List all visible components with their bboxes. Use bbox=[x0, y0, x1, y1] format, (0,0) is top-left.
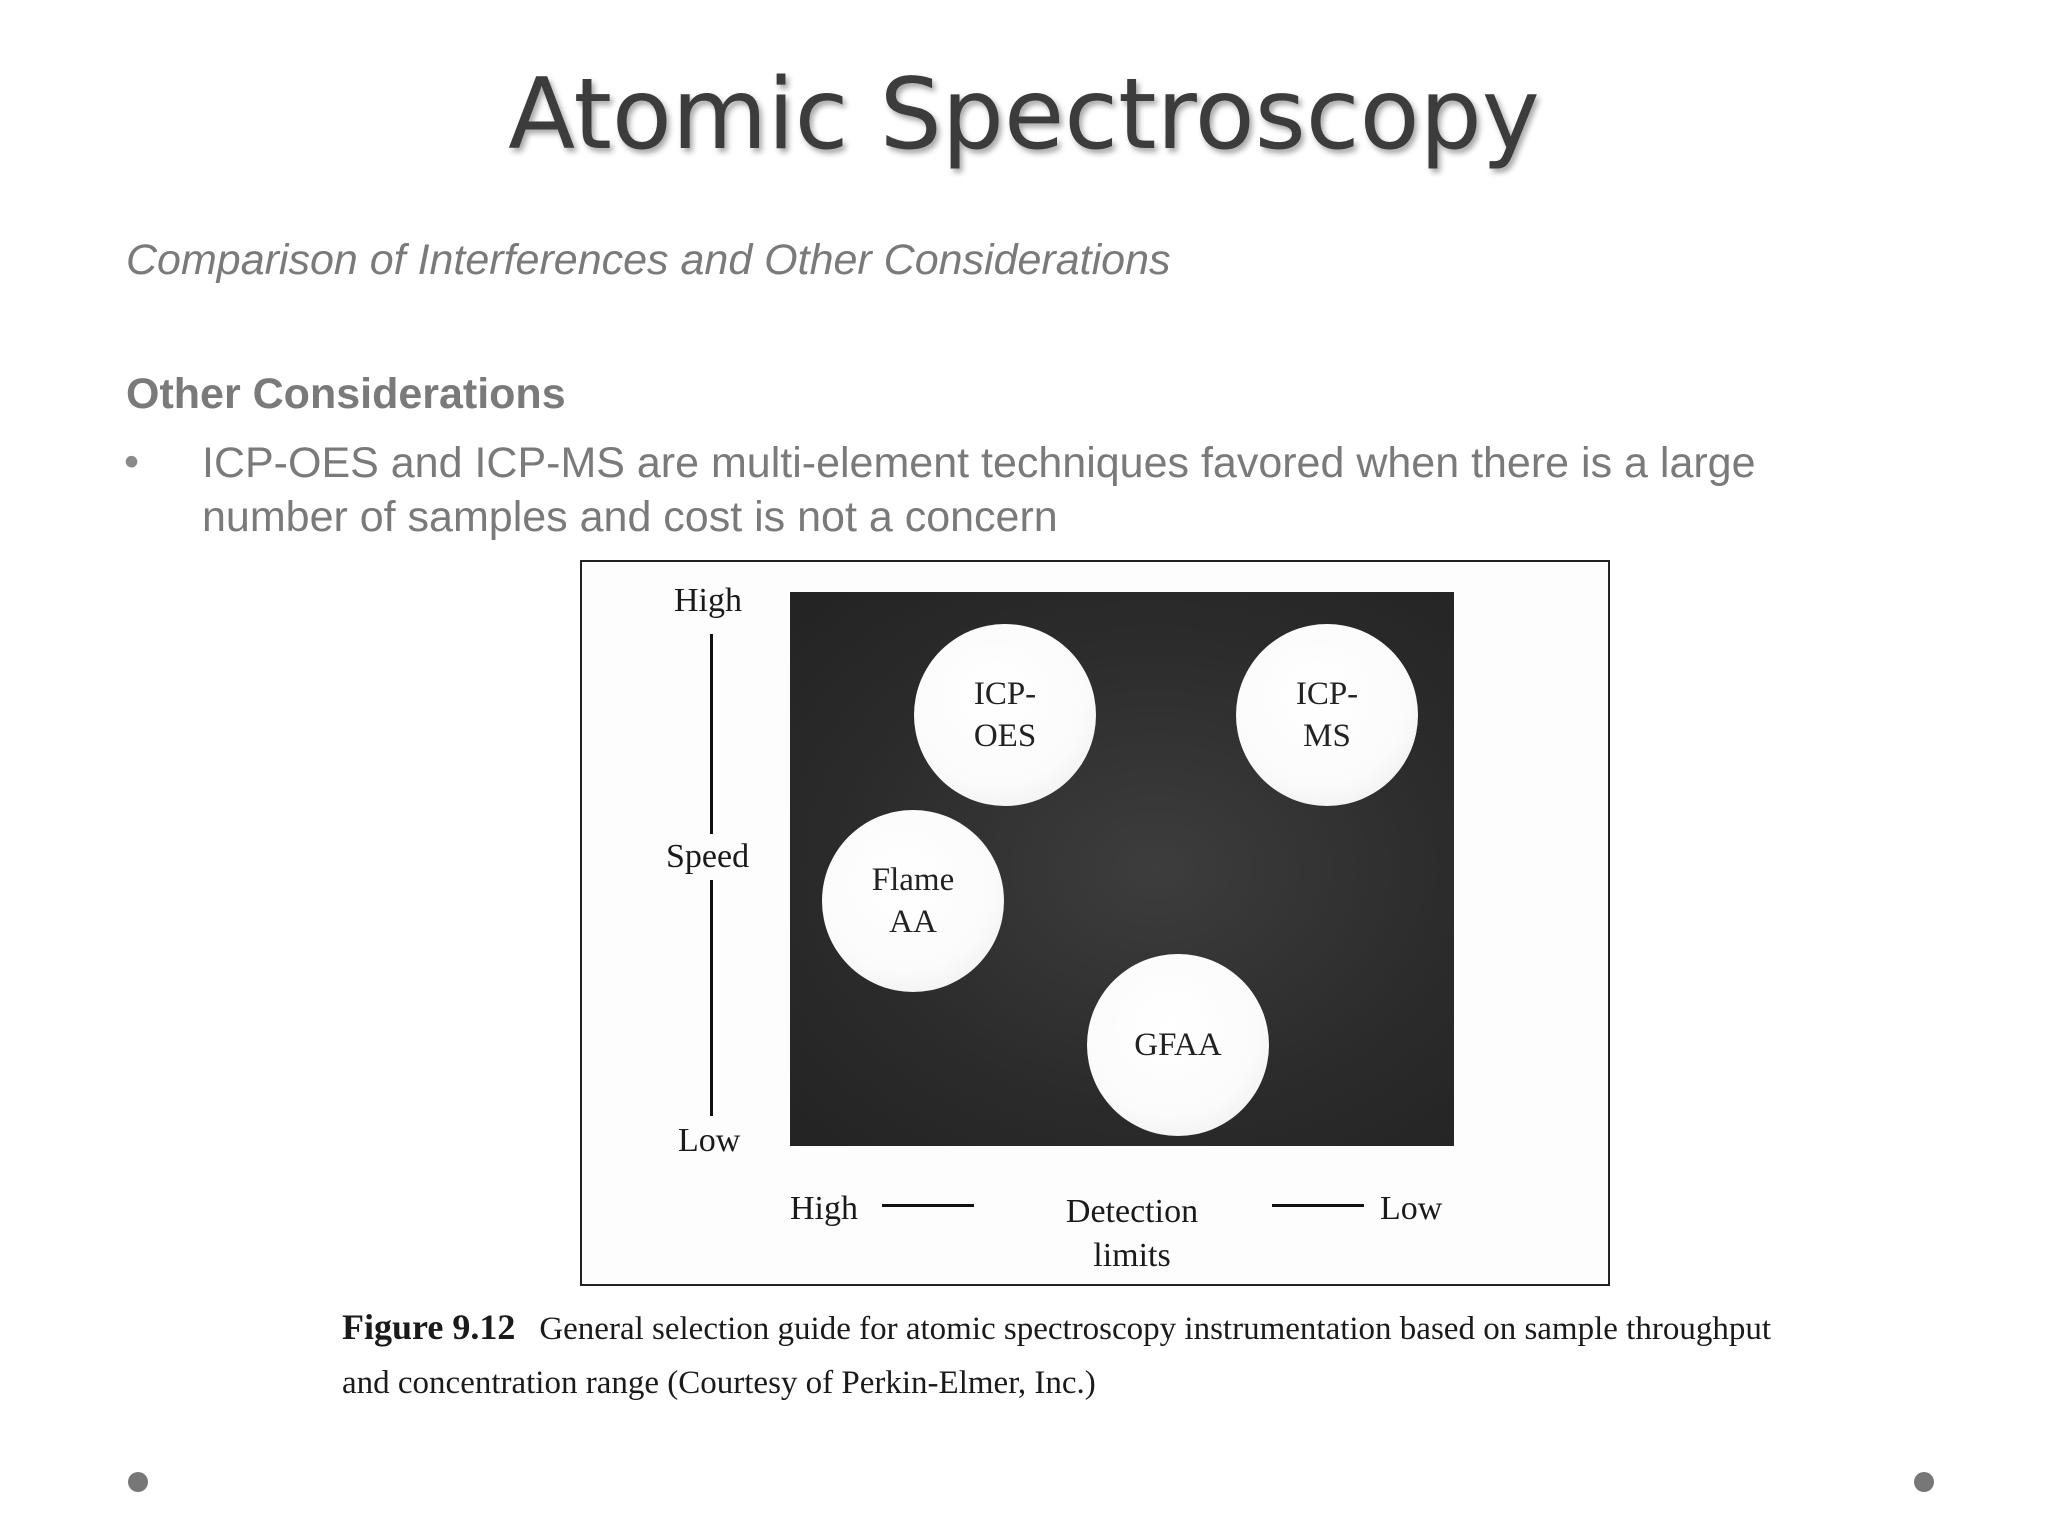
technique-flame-aa: Flame AA bbox=[822, 810, 1004, 992]
y-axis-low-label: Low bbox=[678, 1122, 741, 1159]
figure-caption-text: General selection guide for atomic spectroscopy instrumentation based on sample throughput and concentration range (Courtesy of Perkin-Elmer, Inc.) bbox=[342, 1311, 1771, 1401]
figure-caption bbox=[342, 1300, 1792, 1410]
x-axis-left-dash bbox=[882, 1204, 974, 1207]
bullet-text: ICP-OES and ICP-MS are multi-element techniques favored when there is a large number of samples and cost is not a concern bbox=[202, 439, 1756, 541]
bullet-marker: • bbox=[124, 438, 140, 486]
technique-gfaa: GFAA bbox=[1087, 954, 1269, 1136]
slide-subtitle: Comparison of Interferences and Other Considerations bbox=[126, 236, 1171, 284]
x-axis-label: Detection limits bbox=[1065, 1193, 1199, 1274]
slide-title: Atomic Spectroscopy bbox=[508, 58, 1540, 172]
y-axis-label: Speed bbox=[666, 834, 749, 880]
section-heading: Other Considerations bbox=[126, 370, 566, 418]
y-axis-high-label: High bbox=[674, 582, 742, 619]
right-nav-dot bbox=[1914, 1472, 1934, 1492]
x-axis-right-dash bbox=[1272, 1204, 1364, 1207]
left-nav-dot bbox=[128, 1472, 148, 1492]
x-axis-low-label: Low bbox=[1380, 1190, 1443, 1227]
figure-caption-label: Figure 9.12 bbox=[342, 1307, 516, 1347]
technique-icp-ms: ICP- MS bbox=[1236, 624, 1418, 806]
figure-selection-guide bbox=[580, 560, 1610, 1286]
x-axis-high-label: High bbox=[790, 1190, 858, 1227]
technique-icp-oes: ICP- OES bbox=[914, 624, 1096, 806]
technique-map-panel bbox=[790, 592, 1454, 1146]
